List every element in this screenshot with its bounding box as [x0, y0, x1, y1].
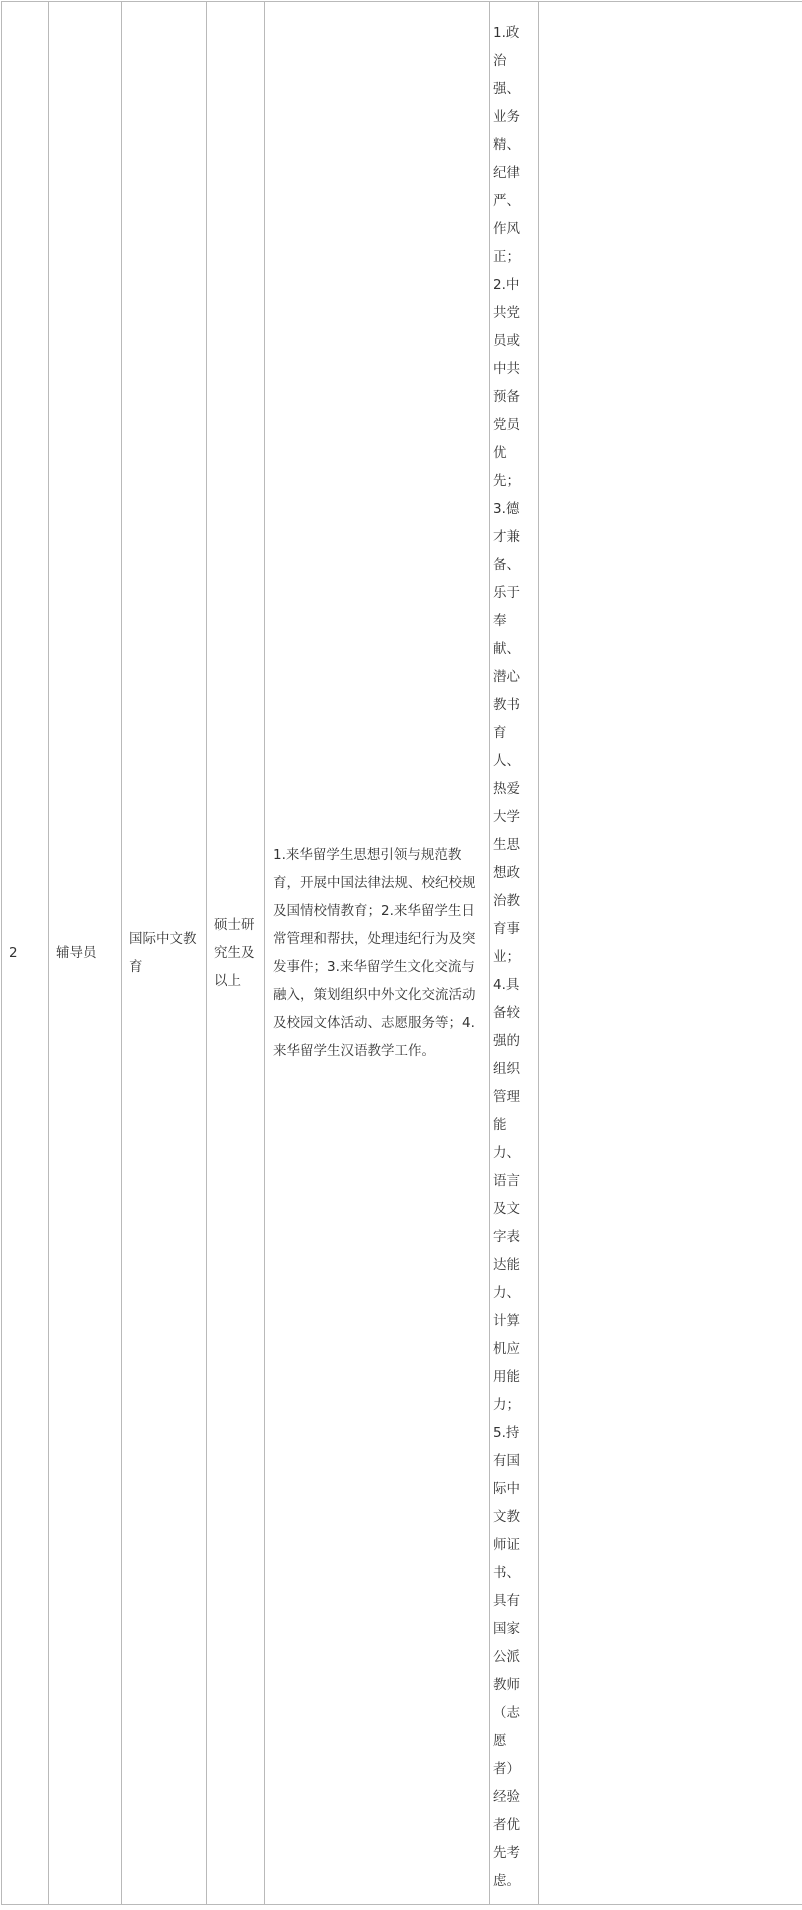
- requirements-line: 才兼: [493, 529, 520, 545]
- requirements-line: 愿: [493, 1733, 507, 1749]
- requirements-line: 育事: [493, 921, 520, 937]
- requirements-line: 大学: [493, 809, 520, 825]
- requirements-line: 师证: [493, 1537, 520, 1553]
- requirements-line: 字表: [493, 1229, 520, 1245]
- requirements-line: 潜心: [493, 669, 520, 685]
- requirements-cell: [490, 2, 539, 1905]
- position-cell: [49, 2, 122, 1905]
- requirements-line: 备较: [493, 1005, 520, 1021]
- major-text: 国际中文教育: [129, 931, 197, 975]
- duties-text: 1.来华留学生思想引领与规范教育，开展中国法律法规、校纪校规及国情校情教育；2.来华留学生日常管理和帮扶，处理违纪行为及突发事件；3.来华留学生文化交流与融入，策划组织中外文化交流活动及校园文体活动、志愿服务等；4.来华留学生汉语教学工作。: [273, 847, 476, 1059]
- requirements-line: 际中: [493, 1481, 520, 1497]
- requirements-line: 治教: [493, 893, 520, 909]
- duties-cell: [265, 2, 490, 1905]
- requirements-line: 教师: [493, 1677, 520, 1693]
- requirements-line: 经验: [493, 1789, 520, 1805]
- requirements-line: 员或: [493, 333, 520, 349]
- requirements-line: （志: [493, 1705, 520, 1721]
- requirements-line: 精、: [493, 137, 520, 153]
- major-cell: [122, 2, 207, 1905]
- requirements-line: 4.具: [493, 977, 520, 993]
- requirements-line: 用能: [493, 1369, 520, 1385]
- requirements-line: 力、: [493, 1285, 520, 1301]
- requirements-line: 严、: [493, 193, 520, 209]
- requirements-line: 党员: [493, 417, 520, 433]
- requirements-line: 1.政: [493, 25, 520, 41]
- requirements-line: 计算: [493, 1313, 520, 1329]
- requirements-line: 强的: [493, 1033, 520, 1049]
- requirements-line: 强、: [493, 81, 520, 97]
- index-cell: [2, 2, 49, 1905]
- requirements-line: 教书: [493, 697, 520, 713]
- education-cell: [207, 2, 265, 1905]
- education-text: 硕士研究生及以上: [214, 917, 255, 989]
- requirements-line: 有国: [493, 1453, 520, 1469]
- remarks-cell: [539, 2, 802, 1905]
- requirements-line: 公派: [493, 1649, 520, 1665]
- requirements-line: 力；: [493, 1397, 520, 1413]
- requirements-line: 语言: [493, 1173, 520, 1189]
- requirements-line: 优: [493, 445, 507, 461]
- requirements-line: 育: [493, 725, 507, 741]
- requirements-line: 人、: [493, 753, 520, 769]
- requirements-text: [490, 11, 538, 1895]
- requirements-line: 书、: [493, 1565, 520, 1581]
- requirements-line: 预备: [493, 389, 520, 405]
- requirements-line: 及文: [493, 1201, 520, 1217]
- requirements-line: 备、: [493, 557, 520, 573]
- index-text: 2: [9, 945, 18, 961]
- table-row: [2, 2, 802, 1905]
- requirements-line: 先；: [493, 473, 520, 489]
- requirements-line: 正；: [493, 249, 520, 265]
- requirements-line: 想政: [493, 865, 520, 881]
- requirements-line: 业；: [493, 949, 520, 965]
- requirements-line: 纪律: [493, 165, 520, 181]
- requirements-line: 虑。: [493, 1873, 520, 1889]
- requirements-line: 奉: [493, 613, 507, 629]
- requirements-line: 者）: [493, 1761, 520, 1777]
- requirements-line: 生思: [493, 837, 520, 853]
- requirements-line: 者优: [493, 1817, 520, 1833]
- requirements-line: 机应: [493, 1341, 520, 1357]
- requirements-line: 组织: [493, 1061, 520, 1077]
- requirements-line: 中共: [493, 361, 520, 377]
- requirements-line: 具有: [493, 1593, 520, 1609]
- requirements-line: 能: [493, 1117, 507, 1133]
- requirements-line: 乐于: [493, 585, 520, 601]
- requirements-line: 管理: [493, 1089, 520, 1105]
- requirements-line: 国家: [493, 1621, 520, 1637]
- requirements-line: 献、: [493, 641, 520, 657]
- position-text: 辅导员: [56, 945, 97, 961]
- requirements-line: 达能: [493, 1257, 520, 1273]
- requirements-line: 文教: [493, 1509, 520, 1525]
- requirements-line: 5.持: [493, 1425, 520, 1441]
- requirements-line: 业务: [493, 109, 520, 125]
- requirements-line: 3.德: [493, 501, 520, 517]
- recruitment-table: [1, 1, 802, 1905]
- requirements-line: 作风: [493, 221, 520, 237]
- requirements-line: 热爱: [493, 781, 520, 797]
- requirements-line: 2.中: [493, 277, 520, 293]
- requirements-line: 力、: [493, 1145, 520, 1161]
- requirements-line: 共党: [493, 305, 520, 321]
- requirements-line: 先考: [493, 1845, 520, 1861]
- requirements-line: 治: [493, 53, 507, 69]
